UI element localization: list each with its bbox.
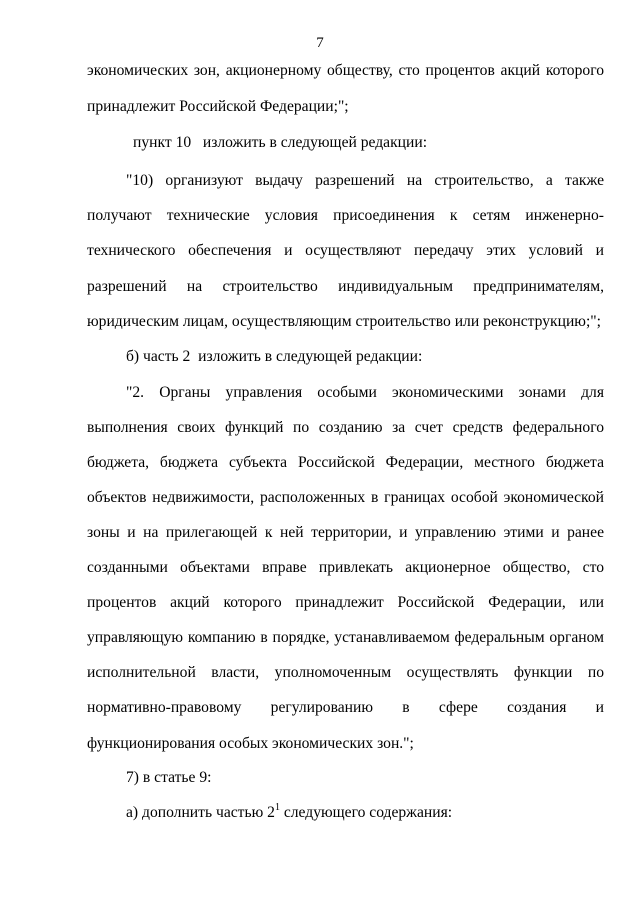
text-line: исполнительной власти, уполномоченным осуществлять функции по bbox=[87, 664, 604, 681]
text-line: бюджета, бюджета субъекта Российской Федерации, местного бюджета bbox=[87, 454, 604, 471]
text-line: объектов недвижимости, расположенных в границах особой экономической bbox=[87, 489, 604, 506]
text-line: процентов акций которого принадлежит Российской Федерации, или bbox=[87, 594, 604, 611]
text-line: пункт 10 изложить в следующей редакции: bbox=[133, 134, 428, 151]
superscript: 1 bbox=[274, 802, 280, 813]
text-line: юридическим лицам, осуществляющим строительство или реконструкцию;"; bbox=[87, 313, 601, 330]
text-line-with-superscript bbox=[126, 803, 604, 823]
text-line: технического обеспечения и осуществляют передачу этих условий и bbox=[87, 242, 604, 259]
text-line: нормативно-правовому регулированию в сфере создания и bbox=[87, 699, 604, 716]
text-line: б) часть 2 изложить в следующей редакции: bbox=[126, 348, 423, 365]
text-line: разрешений на строительство индивидуальным предпринимателям, bbox=[87, 278, 604, 295]
text-line: зоны и на прилегающей к ней территории, и управлению этими и ранее bbox=[87, 524, 604, 541]
text-line: созданными объектами вправе привлекать акционерное общество, сто bbox=[87, 559, 604, 576]
text-line: выполнения своих функций по созданию за счет средств федерального bbox=[87, 419, 604, 436]
page-number: 7 bbox=[316, 35, 324, 51]
text-line: принадлежит Российской Федерации;"; bbox=[87, 98, 349, 115]
text-fragment: а) дополнить частью 2 bbox=[126, 804, 275, 821]
text-line: "10) организуют выдачу разрешений на строительство, а также bbox=[126, 172, 604, 189]
text-line: 7) в статье 9: bbox=[126, 769, 212, 786]
text-line: экономических зон, акционерному обществу, сто процентов акций которого bbox=[87, 62, 604, 79]
text-line: "2. Органы управления особыми экономическими зонами для bbox=[126, 384, 604, 401]
text-fragment: следующего содержания: bbox=[279, 804, 453, 821]
text-line: получают технические условия присоединения к сетям инженерно- bbox=[87, 207, 604, 224]
text-line: функционирования особых экономических зон."; bbox=[87, 735, 414, 752]
text-line: управляющую компанию в порядке, устанавливаемом федеральным органом bbox=[87, 629, 604, 646]
